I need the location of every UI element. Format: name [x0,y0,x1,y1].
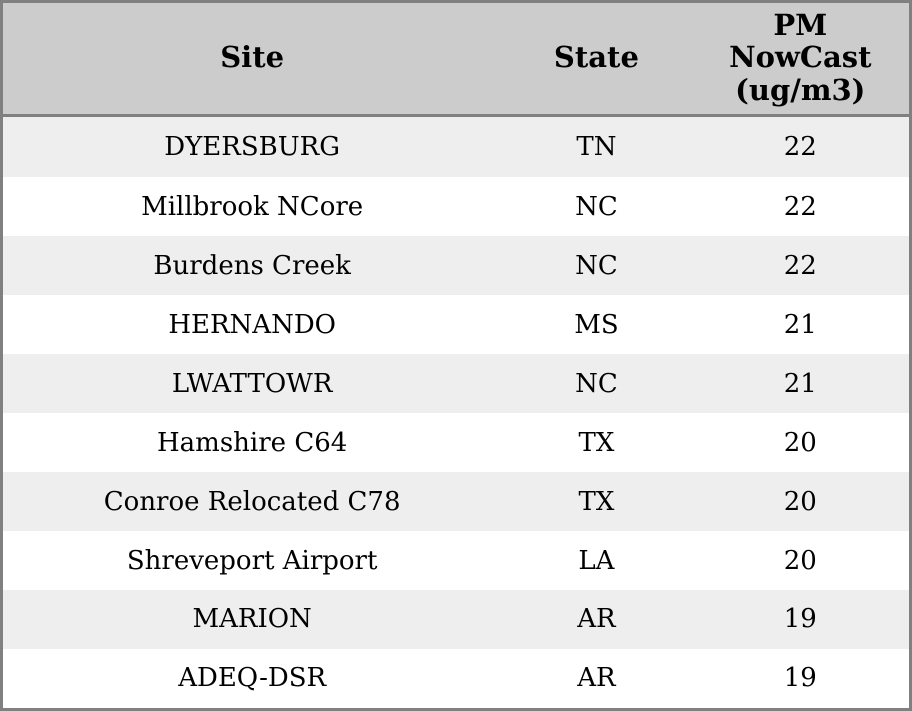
cell-site: DYERSBURG [3,116,501,177]
column-header-pm-nowcast [692,3,909,116]
cell-state: TX [501,472,691,531]
table-row [3,295,909,354]
cell-site: MARION [3,590,501,649]
cell-value: 22 [692,116,909,177]
cell-site: LWATTOWR [3,354,501,413]
cell-value: 22 [692,177,909,236]
cell-value: 21 [692,295,909,354]
column-header-state [501,3,691,116]
cell-state: NC [501,236,691,295]
cell-state: MS [501,295,691,354]
air-quality-table [3,3,909,708]
column-header-state-label: State [553,40,639,75]
cell-state: AR [501,590,691,649]
cell-value: 22 [692,236,909,295]
table-row [3,413,909,472]
cell-value: 20 [692,472,909,531]
cell-value: 19 [692,649,909,708]
cell-state: AR [501,649,691,708]
table-row [3,531,909,590]
column-header-site [3,3,501,116]
cell-value: 20 [692,413,909,472]
column-header-pm-nowcast-line1: PM [773,8,828,42]
column-header-pm-nowcast-line3: (ug/m3) [735,72,866,107]
cell-site: Conroe Relocated C78 [3,472,501,531]
table-row [3,472,909,531]
cell-site: HERNANDO [3,295,501,354]
table-row [3,236,909,295]
table-row [3,590,909,649]
cell-state: NC [501,177,691,236]
cell-value: 21 [692,354,909,413]
cell-site: Millbrook NCore [3,177,501,236]
cell-value: 19 [692,590,909,649]
column-header-site-label: Site [220,40,285,75]
cell-state: NC [501,354,691,413]
table-row [3,649,909,708]
cell-site: ADEQ-DSR [3,649,501,708]
cell-value: 20 [692,531,909,590]
cell-state: TX [501,413,691,472]
cell-site: Shreveport Airport [3,531,501,590]
table-body [3,116,909,708]
table-header-row [3,3,909,116]
cell-state: LA [501,531,691,590]
column-header-pm-nowcast-line2: NowCast [729,40,872,75]
cell-site: Burdens Creek [3,236,501,295]
cell-site: Hamshire C64 [3,413,501,472]
table-row [3,116,909,177]
table-row [3,177,909,236]
table-row [3,354,909,413]
cell-state: TN [501,116,691,177]
table-header [3,3,909,116]
